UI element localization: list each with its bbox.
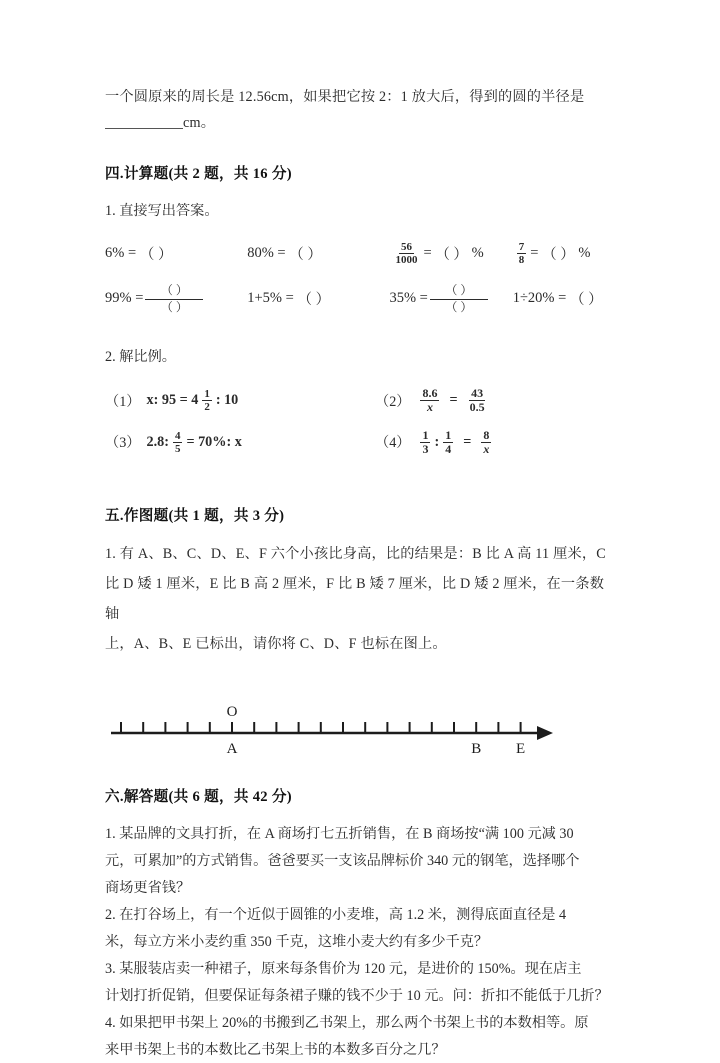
page-content: [105, 84, 617, 1063]
fraction-numerator: 43: [471, 385, 484, 400]
number-line-labels: [227, 704, 526, 757]
fraction-denominator: 0.5: [469, 400, 485, 415]
drawing-question-line-3: 上，A、B、E 已标出，请你将 C、D、F 也标在图上。: [105, 636, 447, 653]
number-line-figure: [105, 685, 617, 763]
section-heading-drawing: 五.作图题(共 1 题，共 3 分): [105, 508, 285, 525]
fraction-denominator: 4: [445, 441, 452, 456]
item-8-text: 一个圆原来的周长是 12.56cm，如果把它按 2：1 放大后，得到的圆的半径是: [105, 89, 585, 105]
fraction-numerator: 4: [174, 429, 181, 442]
number-line-point-label-B: B: [471, 741, 482, 758]
calc-item-5-lhs: 99% =: [105, 290, 144, 307]
calc-item-6-lhs: 1+5% =: [247, 290, 294, 307]
fraction-denominator: x: [426, 400, 433, 415]
calc-item-3-suffix: %: [471, 245, 484, 262]
calc-item-2-lhs: 80% =: [247, 245, 286, 262]
number-line-point-label-E: E: [516, 741, 526, 758]
calc-item-3-eq: =: [423, 245, 432, 262]
answer-problem-1-line-1: 1. 某品牌的文具打折，在 A 商场打七五折销售，在 B 商场按“满 100 元减 30: [105, 826, 574, 843]
fraction-numerator: 7: [518, 241, 525, 253]
proportion-item-3: [105, 429, 375, 457]
proportion-row-2: [105, 429, 617, 457]
drawing-question-text: [105, 539, 617, 659]
proportion-4-label: （4）: [375, 435, 411, 452]
fraction-4-5: [173, 430, 183, 456]
answer-problem-1-line-3: 商场更省钱？: [105, 880, 191, 897]
proportion-2-equals: =: [449, 392, 458, 409]
fraction-denominator: 1000: [395, 254, 418, 267]
calc-row-2: [105, 283, 617, 315]
fraction-56-1000: [393, 241, 419, 267]
proportion-item-1: [105, 387, 375, 415]
fill-blank-item-8: [105, 84, 617, 110]
fraction-numerator: 1: [422, 427, 429, 442]
proportion-3-label: （3）: [105, 435, 141, 452]
answer-problem-1-line-2: 元，可累加”的方式销售。爸爸要买一支该品牌标价 340 元的钢笔，选择哪个: [105, 853, 580, 870]
calc-item-4-eq: =: [530, 245, 539, 262]
answer-problem-3-line-2: 计划打折促销，但要保证每条裙子赚的钱不少于 10 元。问：折扣不能低于几折？: [105, 988, 609, 1005]
calc-item-35-percent: [389, 283, 512, 315]
calc-item-7-over-8: [513, 241, 617, 267]
answer-problem-4-line-2: 来甲书架上书的本数比乙书架上书的本数多百分之几？: [105, 1042, 446, 1059]
answer-problem-2-line-1: 2. 在打谷场上，有一个近似于圆锥的小麦堆，高 1.2 米，测得底面直径是 4: [105, 907, 567, 924]
calc-item-2-blank[interactable]: （ ）: [289, 247, 322, 264]
proportion-1-tail: : 10: [215, 392, 239, 409]
fraction-denominator: x: [483, 441, 490, 456]
item-8-answer-line: [105, 110, 617, 136]
fraction-1-4: [443, 429, 453, 457]
proportion-2-label: （2）: [375, 393, 411, 410]
proportion-item-4: [375, 429, 605, 457]
fraction-denominator: 3: [422, 441, 429, 456]
fraction-7-8: [517, 241, 527, 267]
fraction-blank-99[interactable]: [145, 283, 203, 315]
calc-q1-prompt: 1. 直接写出答案。: [105, 203, 219, 219]
calc-item-1-div-20-percent: [513, 283, 617, 315]
number-line-point-label-A: A: [226, 741, 238, 758]
fraction-denominator: 8: [518, 254, 525, 267]
fraction-numerator: 8.6: [422, 385, 438, 400]
proportion-4-equals: =: [463, 433, 472, 450]
answer-blank-underline[interactable]: [105, 116, 183, 129]
proportion-3-tail: = 70%: x: [186, 433, 242, 450]
answer-problem-2-line-2: 米，每立方米小麦约重 350 千克，这堆小麦大约有多少千克？: [105, 934, 489, 951]
number-line-point-label-O: O: [226, 704, 238, 721]
calc-item-4-suffix: %: [578, 245, 591, 262]
calc-item-6-blank[interactable]: （ ）: [297, 292, 331, 309]
calc-item-6-percent: [105, 241, 247, 267]
drawing-question-line-2: 比 D 矮 1 厘米，E 比 B 高 2 厘米，F 比 B 矮 7 厘米，比 D 矮 2 厘米，在一条数轴: [105, 576, 605, 623]
proportion-1-label: （1）: [105, 393, 141, 410]
calc-item-56-over-1000: [389, 241, 512, 267]
fraction-denominator: 2: [204, 401, 210, 414]
fraction-8point6-over-x: [420, 387, 439, 415]
calc-item-3-blank[interactable]: （ ）: [435, 247, 468, 264]
section-heading-answer: 六.解答题(共 6 题，共 42 分): [105, 789, 292, 806]
calc-item-99-percent: [105, 283, 247, 315]
fraction-numerator: 8: [483, 427, 490, 442]
fraction-1-2: [202, 388, 212, 414]
fraction-blank-denominator[interactable]: （ ）: [160, 299, 188, 314]
fraction-blank-numerator[interactable]: （ ）: [145, 283, 203, 300]
fraction-numerator: 56: [400, 241, 412, 253]
number-line-ticks: [121, 722, 521, 733]
calc-row-1: [105, 241, 617, 267]
proportion-item-2: [375, 387, 605, 415]
fraction-8-over-x: [481, 429, 491, 457]
number-line-svg: [105, 685, 555, 763]
fraction-numerator: 1: [445, 427, 452, 442]
number-line-arrowhead: [537, 726, 553, 740]
fraction-denominator: 5: [174, 442, 181, 455]
fraction-43-over-0point5: [468, 387, 487, 415]
calc-item-80-percent: [247, 241, 389, 267]
answer-problem-3-line-1: 3. 某服装店卖一种裙子，原来每条售价为 120 元，是进价的 150%。现在店主: [105, 961, 582, 978]
calc-item-7-lhs: 35% =: [389, 290, 428, 307]
fraction-numerator: 1: [204, 387, 210, 400]
proportion-row-1: [105, 387, 617, 415]
calc-q2-prompt: 2. 解比例。: [105, 348, 176, 365]
calc-item-1-lhs: 6% =: [105, 245, 137, 262]
calc-item-1-blank[interactable]: （ ）: [139, 247, 173, 264]
calc-item-8-blank[interactable]: （ ）: [569, 292, 603, 309]
answer-problem-4-line-1: 4. 如果把甲书架上 20%的书搬到乙书架上，那么两个书架上书的本数相等。原: [105, 1015, 589, 1032]
item-8-unit: cm。: [183, 115, 216, 131]
fraction-blank-numerator[interactable]: （ ）: [430, 283, 488, 300]
drawing-question-line-1: 1. 有 A、B、C、D、E、F 六个小孩比身高，比的结果是：B 比 A 高 11 厘米，C: [105, 546, 606, 563]
proportion-4-separator: :: [434, 433, 440, 450]
section-heading-calculation: 四.计算题(共 2 题，共 16 分): [105, 166, 292, 182]
calc-item-4-blank[interactable]: （ ）: [542, 247, 575, 264]
fraction-1-3: [420, 429, 430, 457]
calc-item-1-plus-5-percent: [247, 283, 389, 315]
proportion-3-lead: 2.8:: [146, 433, 169, 450]
fraction-blank-35[interactable]: [430, 283, 488, 315]
fraction-blank-denominator[interactable]: （ ）: [445, 299, 473, 314]
proportion-1-lead: x: 95 = 4: [146, 392, 199, 409]
calc-item-8-lhs: 1÷20% =: [512, 290, 567, 307]
